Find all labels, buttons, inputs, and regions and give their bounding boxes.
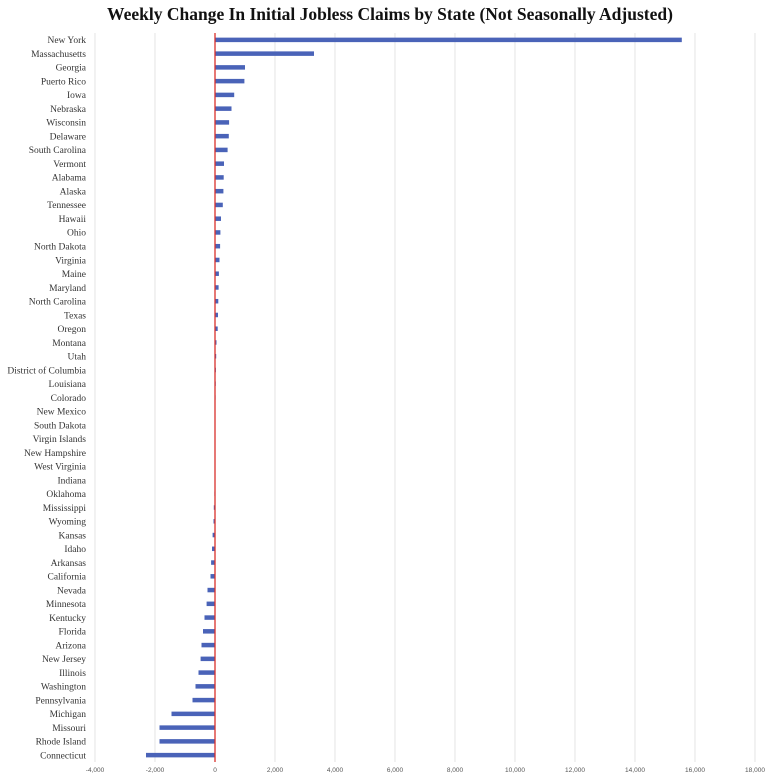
- x-tick-label: -4,000: [85, 767, 105, 774]
- x-tick-label: 16,000: [685, 767, 705, 774]
- category-label: Oklahoma: [46, 490, 86, 501]
- category-label: Mississippi: [42, 503, 86, 514]
- x-tick-label: 4,000: [326, 767, 344, 774]
- bar: [208, 588, 216, 593]
- category-label: Ohio: [67, 228, 86, 239]
- category-label: New Jersey: [41, 655, 86, 666]
- category-label: Connecticut: [40, 751, 86, 762]
- bar: [202, 643, 216, 648]
- x-tick-label: -2,000: [145, 767, 165, 774]
- category-label: Louisiana: [48, 380, 86, 391]
- category-label: Tennessee: [47, 201, 86, 212]
- category-label: Alabama: [51, 173, 86, 184]
- x-tick-label: 2,000: [266, 767, 284, 774]
- category-label: Hawaii: [58, 214, 86, 225]
- bar: [201, 657, 215, 662]
- category-label: Kansas: [58, 531, 86, 542]
- bar: [215, 93, 234, 98]
- bar: [215, 244, 220, 249]
- chart-title: Weekly Change In Initial Jobless Claims by State (Not Seasonally Adjusted): [107, 4, 673, 24]
- category-label: Maryland: [49, 283, 86, 294]
- bar: [199, 670, 216, 675]
- category-label: Idaho: [64, 545, 86, 556]
- category-label: Illinois: [59, 668, 86, 679]
- category-label: Washington: [40, 682, 86, 693]
- category-label: North Carolina: [28, 297, 86, 308]
- bar: [215, 161, 224, 166]
- category-label: Florida: [58, 627, 86, 638]
- category-label: Delaware: [49, 132, 86, 143]
- bar: [215, 51, 314, 56]
- bars: [146, 38, 682, 758]
- x-tick-label: 10,000: [505, 767, 525, 774]
- category-label: Alaska: [59, 187, 86, 198]
- category-label: Minnesota: [45, 600, 86, 611]
- category-label: Georgia: [55, 63, 86, 74]
- category-label: South Dakota: [34, 421, 86, 432]
- category-labels: [7, 36, 86, 761]
- category-label: Utah: [67, 352, 86, 363]
- bar: [215, 189, 223, 194]
- category-label: Wisconsin: [46, 118, 86, 129]
- category-label: Arizona: [55, 641, 86, 652]
- x-tick-label: 8,000: [446, 767, 464, 774]
- bar: [172, 712, 216, 717]
- bar: [215, 65, 245, 70]
- category-label: Maine: [61, 270, 86, 281]
- category-label: Pennsylvania: [35, 696, 86, 707]
- bar: [215, 230, 220, 235]
- category-label: Puerto Rico: [40, 77, 86, 88]
- x-tick-label: 6,000: [386, 767, 404, 774]
- category-label: District of Columbia: [7, 366, 86, 377]
- category-label: North Dakota: [34, 242, 86, 253]
- bar: [160, 725, 216, 730]
- gridlines: [95, 33, 755, 762]
- category-label: Colorado: [50, 393, 86, 404]
- bar: [146, 753, 215, 758]
- category-label: Virginia: [55, 256, 86, 267]
- category-label: Michigan: [49, 710, 86, 721]
- bar: [215, 216, 221, 221]
- category-label: Virgin Islands: [32, 435, 86, 446]
- bar: [215, 258, 220, 263]
- bar: [215, 106, 232, 111]
- bar: [205, 615, 216, 620]
- category-label: Massachusetts: [31, 49, 86, 60]
- category-label: Oregon: [57, 325, 86, 336]
- category-label: New Hampshire: [24, 448, 86, 459]
- bar: [215, 38, 682, 43]
- category-label: Missouri: [52, 723, 86, 734]
- category-label: California: [47, 572, 86, 583]
- bar: [211, 574, 216, 579]
- bar: [215, 134, 229, 139]
- category-label: Kentucky: [49, 613, 86, 624]
- x-tick-label: 14,000: [625, 767, 645, 774]
- category-label: Nevada: [56, 586, 86, 597]
- category-label: South Carolina: [28, 146, 86, 157]
- bar: [215, 79, 244, 84]
- category-label: Texas: [63, 311, 86, 322]
- bar: [215, 203, 223, 208]
- category-label: Indiana: [57, 476, 86, 487]
- bar: [215, 175, 224, 180]
- bar: [196, 684, 216, 689]
- bar: [215, 148, 228, 153]
- category-label: Montana: [52, 338, 86, 349]
- category-label: West Virginia: [34, 462, 86, 473]
- category-label: New York: [47, 36, 86, 47]
- bar: [193, 698, 216, 703]
- bar: [207, 602, 215, 607]
- category-label: Iowa: [67, 91, 86, 102]
- x-tick-label: 12,000: [565, 767, 585, 774]
- category-label: Vermont: [53, 159, 86, 170]
- bar: [160, 739, 216, 744]
- bar: [215, 120, 229, 125]
- x-tick-label: 18,000: [745, 767, 765, 774]
- category-label: Rhode Island: [35, 737, 86, 748]
- category-label: Wyoming: [48, 517, 86, 528]
- x-tick-label: 0: [213, 767, 217, 774]
- category-label: Nebraska: [50, 104, 86, 115]
- category-label: Arkansas: [50, 558, 86, 569]
- x-tick-labels: [86, 767, 766, 774]
- bar: [203, 629, 215, 634]
- category-label: New Mexico: [36, 407, 86, 418]
